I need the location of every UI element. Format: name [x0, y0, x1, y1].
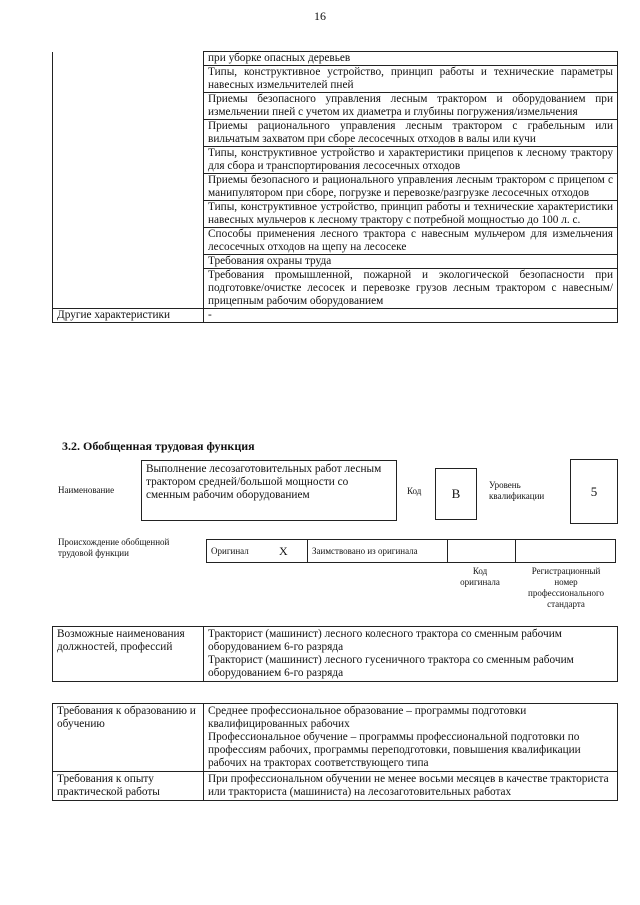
borrowed-cell: Заимствовано из оригинала — [307, 540, 453, 562]
original-code-caption: Код оригинала — [460, 566, 500, 587]
table-row: Приемы безопасного управления лесным трактором и оборудованием при измельчении пней с учетом их диаметра и глубины погружения/измельчения — [204, 93, 618, 120]
position-line: Тракторист (машинист) лесного колесного трактора со сменным рабочим оборудованием 6-го разряда — [208, 628, 562, 653]
table-row: Требования охраны труда — [204, 255, 618, 269]
origin-row — [206, 539, 616, 563]
table-left-empty — [53, 52, 204, 309]
positions-value — [204, 627, 618, 682]
page-number: 16 — [314, 9, 326, 23]
code-label: Код — [407, 486, 422, 496]
table-row: Типы, конструктивное устройство и характеристики прицепов к лесному трактору для сбора и транспортирования лесосечных отходов — [204, 147, 618, 174]
code-value: B — [435, 468, 477, 520]
origin-label: Происхождение обобщенной трудовой функции — [58, 537, 170, 558]
original-cell: Оригинал X — [211, 540, 307, 562]
original-mark: X — [279, 544, 288, 558]
table-row: Типы, конструктивное устройство, принцип работы и технические характеристики навесных мульчеров к лесному трактору с потребной мощностью до 100 л. с. — [204, 201, 618, 228]
positions-label: Возможные наименования должностей, профессий — [53, 627, 204, 682]
education-label: Требования к образованию и обучению — [53, 704, 204, 772]
table-row: Способы применения лесного трактора с навесным мульчером для измельчения лесосечных отходов на щепу на лесосеке — [204, 228, 618, 255]
requirements-table — [52, 703, 618, 801]
table-row: Приемы безопасного и рационального управления лесным трактором с прицепом с манипулятором при сборе, погрузке и перевозке/разгрузке лесосечных отходов — [204, 174, 618, 201]
experience-value: При профессиональном обучении не менее восьми месяцев в качестве тракториста или тракториста (машиниста) на лесозаготовительных работах — [204, 772, 618, 801]
section-title: 3.2. Обобщенная трудовая функция — [62, 439, 255, 453]
knowledge-table-continuation — [52, 51, 618, 323]
function-name-box: Выполнение лесозаготовительных работ лесным трактором средней/большой мощности со сменным рабочим оборудованием — [141, 460, 397, 521]
table-row: Типы, конструктивное устройство, принцип работы и технические параметры навесных измельчителей пней — [204, 66, 618, 93]
experience-label: Требования к опыту практической работы — [53, 772, 204, 801]
registration-number-cell — [515, 540, 618, 562]
table-row: Требования промышленной, пожарной и экологической безопасности при подготовке/очистке лесосек и перевозке грузов лесным трактором с навесным/прицепным рабочим оборудованием — [204, 269, 618, 309]
original-code-cell — [447, 540, 516, 562]
qualification-level-value: 5 — [570, 459, 618, 524]
position-line: Тракторист (машинист) лесного гусеничного трактора со сменным рабочим оборудованием 6-го разряда — [208, 654, 574, 679]
other-characteristics-label: Другие характеристики — [53, 309, 204, 323]
table-row: при уборке опасных деревьев — [204, 52, 618, 66]
positions-table — [52, 626, 618, 682]
education-value: Среднее профессиональное образование – программы подготовки квалифицированных рабочих Профессиональное обучение – программы профессиональной подготовки по профессиям рабочих, программы переподготовки, повышения квалификации рабочих на тракторах соответствующего типа — [204, 704, 618, 772]
qualification-level-label: Уровень квалификации — [489, 480, 545, 501]
other-characteristics-value: - — [204, 309, 618, 323]
table-row: Приемы рационального управления лесным трактором с грабельным или вильчатым захватом при сборе лесосечных отходов в валы или кучи — [204, 120, 618, 147]
name-label: Наименование — [58, 485, 115, 495]
registration-number-caption: Регистрационный номер профессионального стандарта — [528, 566, 604, 609]
